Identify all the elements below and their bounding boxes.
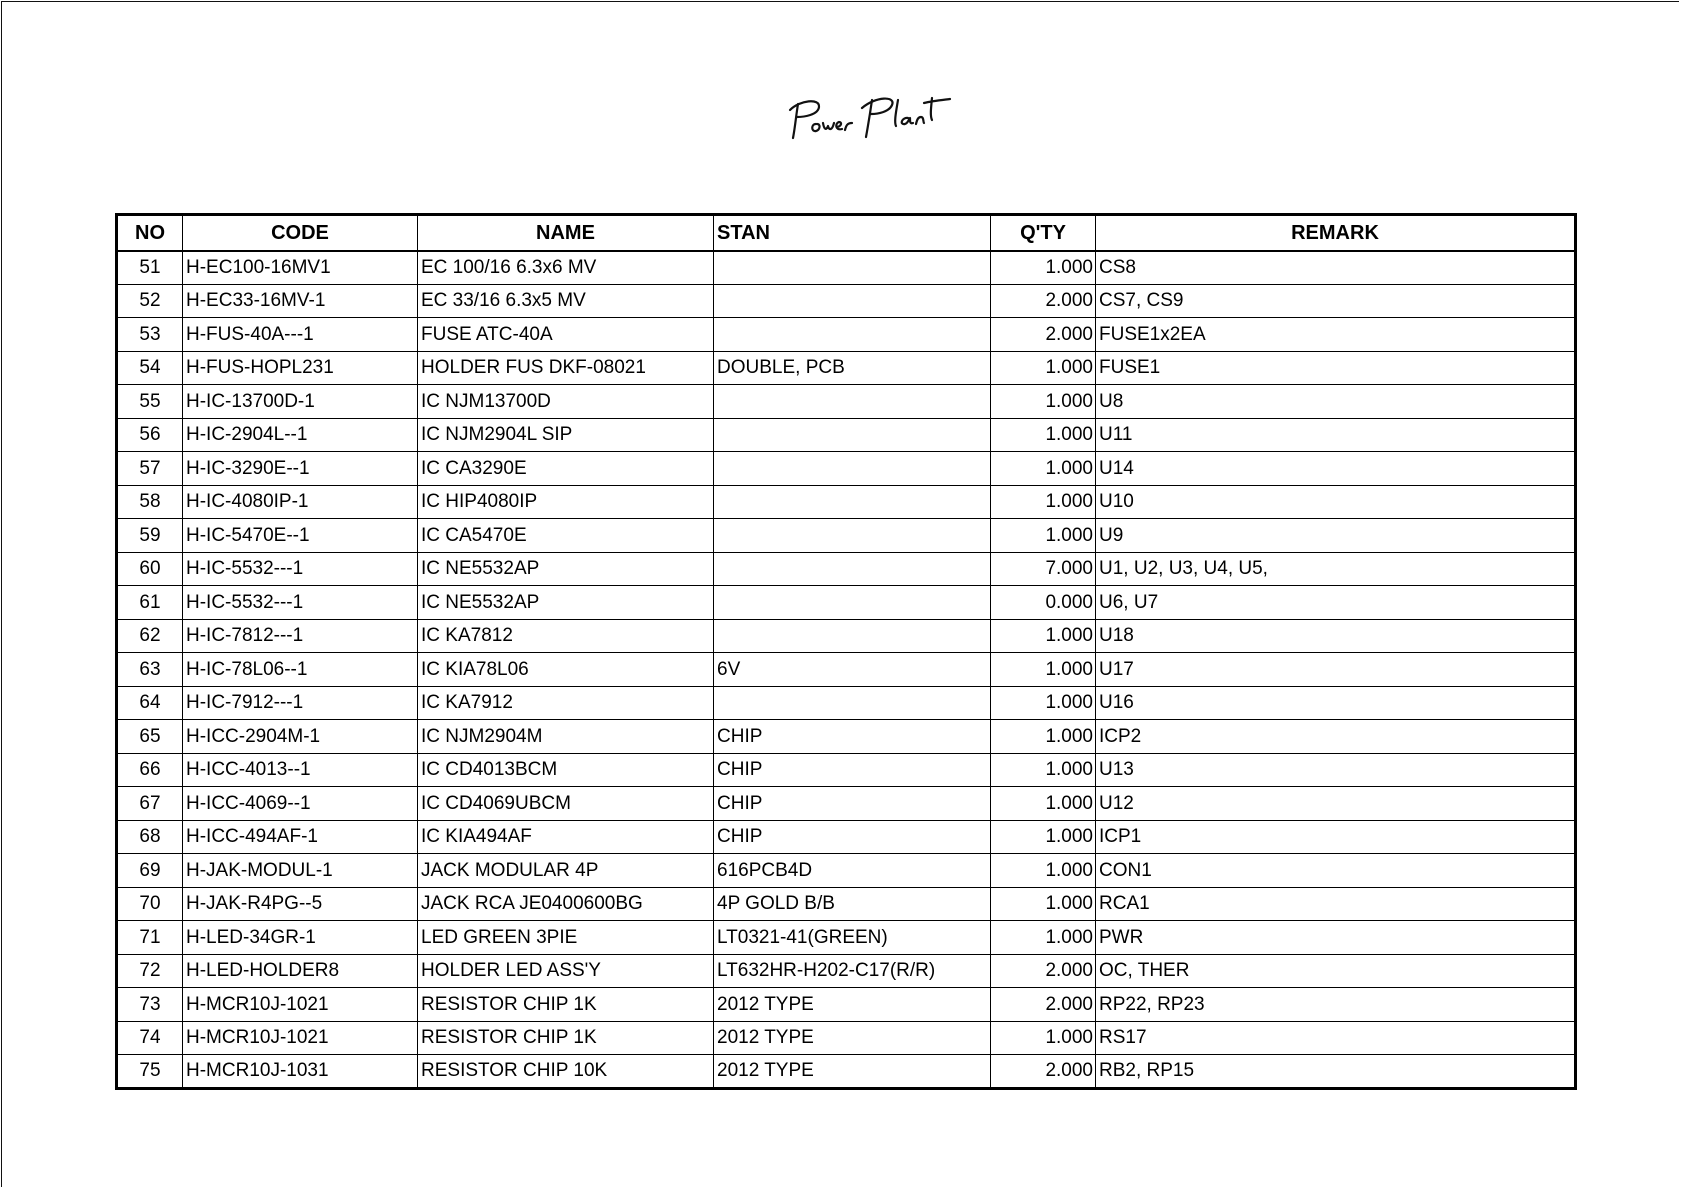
- cell-name: IC KA7912: [418, 686, 714, 720]
- cell-code: H-MCR10J-1021: [183, 1021, 418, 1055]
- cell-name: IC NJM13700D: [418, 385, 714, 419]
- cell-qty: 1.000: [991, 418, 1096, 452]
- cell-qty: 1.000: [991, 787, 1096, 821]
- cell-stan: 2012 TYPE: [714, 1021, 991, 1055]
- cell-remark: U8: [1096, 385, 1576, 419]
- cell-remark: U10: [1096, 485, 1576, 519]
- cell-stan: 4P GOLD B/B: [714, 887, 991, 921]
- cell-name: IC CA5470E: [418, 519, 714, 553]
- cell-no: 74: [117, 1021, 183, 1055]
- cell-name: IC KIA78L06: [418, 653, 714, 687]
- cell-code: H-ICC-2904M-1: [183, 720, 418, 754]
- cell-name: IC NE5532AP: [418, 552, 714, 586]
- table-row: [117, 921, 1576, 955]
- cell-code: H-LED-HOLDER8: [183, 954, 418, 988]
- cell-qty: 1.000: [991, 887, 1096, 921]
- cell-no: 63: [117, 653, 183, 687]
- cell-stan: [714, 619, 991, 653]
- cell-stan: [714, 452, 991, 486]
- cell-code: H-EC100-16MV1: [183, 251, 418, 285]
- cell-name: IC HIP4080IP: [418, 485, 714, 519]
- cell-qty: 1.000: [991, 854, 1096, 888]
- header-name: NAME: [418, 215, 714, 251]
- cell-remark: ICP2: [1096, 720, 1576, 754]
- cell-qty: 2.000: [991, 1055, 1096, 1089]
- cell-code: H-FUS-HOPL231: [183, 351, 418, 385]
- cell-remark: U11: [1096, 418, 1576, 452]
- cell-code: H-ICC-494AF-1: [183, 820, 418, 854]
- header-code: CODE: [183, 215, 418, 251]
- cell-qty: 1.000: [991, 820, 1096, 854]
- cell-name: IC CD4013BCM: [418, 753, 714, 787]
- cell-remark: U14: [1096, 452, 1576, 486]
- cell-name: JACK MODULAR 4P: [418, 854, 714, 888]
- table-row: [117, 318, 1576, 352]
- table-row: [117, 1021, 1576, 1055]
- cell-qty: 1.000: [991, 653, 1096, 687]
- cell-name: LED GREEN 3PIE: [418, 921, 714, 955]
- cell-qty: 1.000: [991, 921, 1096, 955]
- cell-remark: RP22, RP23: [1096, 988, 1576, 1022]
- cell-name: IC NJM2904L SIP: [418, 418, 714, 452]
- cell-code: H-IC-5532---1: [183, 552, 418, 586]
- cell-code: H-IC-5532---1: [183, 586, 418, 620]
- cell-stan: 6V: [714, 653, 991, 687]
- cell-no: 59: [117, 519, 183, 553]
- cell-name: IC KIA494AF: [418, 820, 714, 854]
- cell-no: 64: [117, 686, 183, 720]
- cell-qty: 1.000: [991, 519, 1096, 553]
- cell-no: 57: [117, 452, 183, 486]
- cell-stan: CHIP: [714, 787, 991, 821]
- cell-remark: U6, U7: [1096, 586, 1576, 620]
- table-row: [117, 1055, 1576, 1089]
- cell-qty: 1.000: [991, 753, 1096, 787]
- cell-code: H-IC-7912---1: [183, 686, 418, 720]
- table-row: [117, 552, 1576, 586]
- cell-no: 70: [117, 887, 183, 921]
- table-row: [117, 351, 1576, 385]
- cell-no: 69: [117, 854, 183, 888]
- cell-no: 75: [117, 1055, 183, 1089]
- cell-name: IC CA3290E: [418, 452, 714, 486]
- cell-name: JACK RCA JE0400600BG: [418, 887, 714, 921]
- table-row: [117, 385, 1576, 419]
- table-row: [117, 653, 1576, 687]
- cell-name: IC NJM2904M: [418, 720, 714, 754]
- cell-remark: FUSE1x2EA: [1096, 318, 1576, 352]
- table-header-row: [117, 215, 1576, 251]
- cell-remark: U1, U2, U3, U4, U5,: [1096, 552, 1576, 586]
- table-row: [117, 251, 1576, 285]
- cell-name: EC 100/16 6.3x6 MV: [418, 251, 714, 285]
- cell-remark: U13: [1096, 753, 1576, 787]
- cell-stan: [714, 284, 991, 318]
- cell-code: H-IC-2904L--1: [183, 418, 418, 452]
- cell-qty: 1.000: [991, 485, 1096, 519]
- cell-qty: 0.000: [991, 586, 1096, 620]
- cell-code: H-IC-7812---1: [183, 619, 418, 653]
- cell-qty: 1.000: [991, 1021, 1096, 1055]
- cell-code: H-IC-5470E--1: [183, 519, 418, 553]
- cell-stan: 2012 TYPE: [714, 1055, 991, 1089]
- cell-qty: 1.000: [991, 385, 1096, 419]
- cell-remark: U12: [1096, 787, 1576, 821]
- cell-name: HOLDER LED ASS'Y: [418, 954, 714, 988]
- cell-no: 66: [117, 753, 183, 787]
- cell-remark: U16: [1096, 686, 1576, 720]
- cell-code: H-IC-4080IP-1: [183, 485, 418, 519]
- cell-stan: [714, 251, 991, 285]
- cell-stan: CHIP: [714, 753, 991, 787]
- table-row: [117, 686, 1576, 720]
- cell-stan: [714, 586, 991, 620]
- cell-remark: U9: [1096, 519, 1576, 553]
- cell-qty: 2.000: [991, 988, 1096, 1022]
- powerplant-logo: [786, 90, 956, 146]
- cell-code: H-ICC-4013--1: [183, 753, 418, 787]
- table-row: [117, 988, 1576, 1022]
- table-row: [117, 619, 1576, 653]
- cell-code: H-JAK-R4PG--5: [183, 887, 418, 921]
- header-qty: Q'TY: [991, 215, 1096, 251]
- cell-remark: ICP1: [1096, 820, 1576, 854]
- cell-no: 51: [117, 251, 183, 285]
- cell-stan: [714, 552, 991, 586]
- table-row: [117, 284, 1576, 318]
- table-row: [117, 519, 1576, 553]
- cell-name: FUSE ATC-40A: [418, 318, 714, 352]
- cell-remark: RB2, RP15: [1096, 1055, 1576, 1089]
- cell-no: 65: [117, 720, 183, 754]
- cell-qty: 7.000: [991, 552, 1096, 586]
- cell-stan: DOUBLE, PCB: [714, 351, 991, 385]
- table-body: [117, 251, 1576, 1089]
- cell-name: RESISTOR CHIP 10K: [418, 1055, 714, 1089]
- header-no: NO: [117, 215, 183, 251]
- cell-qty: 1.000: [991, 720, 1096, 754]
- cell-qty: 2.000: [991, 954, 1096, 988]
- table-row: [117, 820, 1576, 854]
- cell-remark: U17: [1096, 653, 1576, 687]
- table-row: [117, 485, 1576, 519]
- cell-remark: PWR: [1096, 921, 1576, 955]
- header-stan: STAN: [714, 215, 991, 251]
- cell-qty: 1.000: [991, 686, 1096, 720]
- table-row: [117, 720, 1576, 754]
- cell-stan: [714, 485, 991, 519]
- cell-qty: 1.000: [991, 251, 1096, 285]
- cell-code: H-EC33-16MV-1: [183, 284, 418, 318]
- cell-no: 54: [117, 351, 183, 385]
- cell-code: H-IC-13700D-1: [183, 385, 418, 419]
- cell-name: IC KA7812: [418, 619, 714, 653]
- cell-no: 58: [117, 485, 183, 519]
- cell-no: 62: [117, 619, 183, 653]
- cell-stan: 2012 TYPE: [714, 988, 991, 1022]
- cell-qty: 2.000: [991, 318, 1096, 352]
- cell-code: H-FUS-40A---1: [183, 318, 418, 352]
- cell-name: RESISTOR CHIP 1K: [418, 1021, 714, 1055]
- cell-stan: [714, 519, 991, 553]
- cell-no: 55: [117, 385, 183, 419]
- cell-remark: CS7, CS9: [1096, 284, 1576, 318]
- cell-no: 60: [117, 552, 183, 586]
- cell-no: 67: [117, 787, 183, 821]
- cell-remark: U18: [1096, 619, 1576, 653]
- cell-qty: 1.000: [991, 452, 1096, 486]
- cell-qty: 1.000: [991, 351, 1096, 385]
- table-row: [117, 452, 1576, 486]
- cell-name: EC 33/16 6.3x5 MV: [418, 284, 714, 318]
- cell-no: 53: [117, 318, 183, 352]
- powerplant-signature-logo: [786, 90, 956, 146]
- cell-no: 71: [117, 921, 183, 955]
- cell-code: H-JAK-MODUL-1: [183, 854, 418, 888]
- cell-remark: CON1: [1096, 854, 1576, 888]
- table-row: [117, 753, 1576, 787]
- table-row: [117, 787, 1576, 821]
- cell-name: HOLDER FUS DKF-08021: [418, 351, 714, 385]
- cell-stan: [714, 686, 991, 720]
- cell-code: H-IC-78L06--1: [183, 653, 418, 687]
- cell-stan: [714, 418, 991, 452]
- cell-stan: LT632HR-H202-C17(R/R): [714, 954, 991, 988]
- cell-no: 56: [117, 418, 183, 452]
- cell-remark: FUSE1: [1096, 351, 1576, 385]
- cell-name: IC CD4069UBCM: [418, 787, 714, 821]
- cell-no: 72: [117, 954, 183, 988]
- cell-stan: [714, 318, 991, 352]
- table-row: [117, 854, 1576, 888]
- cell-code: H-MCR10J-1021: [183, 988, 418, 1022]
- cell-stan: [714, 385, 991, 419]
- table-row: [117, 887, 1576, 921]
- header-remark: REMARK: [1096, 215, 1576, 251]
- cell-qty: 2.000: [991, 284, 1096, 318]
- cell-name: IC NE5532AP: [418, 586, 714, 620]
- cell-no: 68: [117, 820, 183, 854]
- cell-no: 52: [117, 284, 183, 318]
- cell-no: 61: [117, 586, 183, 620]
- table-row: [117, 586, 1576, 620]
- cell-stan: CHIP: [714, 820, 991, 854]
- cell-remark: RCA1: [1096, 887, 1576, 921]
- cell-qty: 1.000: [991, 619, 1096, 653]
- cell-code: H-MCR10J-1031: [183, 1055, 418, 1089]
- cell-no: 73: [117, 988, 183, 1022]
- cell-remark: OC, THER: [1096, 954, 1576, 988]
- table-row: [117, 418, 1576, 452]
- bom-table: [115, 213, 1577, 1090]
- cell-stan: CHIP: [714, 720, 991, 754]
- cell-stan: LT0321-41(GREEN): [714, 921, 991, 955]
- cell-code: H-IC-3290E--1: [183, 452, 418, 486]
- cell-code: H-LED-34GR-1: [183, 921, 418, 955]
- cell-stan: 616PCB4D: [714, 854, 991, 888]
- cell-name: RESISTOR CHIP 1K: [418, 988, 714, 1022]
- cell-code: H-ICC-4069--1: [183, 787, 418, 821]
- cell-remark: CS8: [1096, 251, 1576, 285]
- table-row: [117, 954, 1576, 988]
- cell-remark: RS17: [1096, 1021, 1576, 1055]
